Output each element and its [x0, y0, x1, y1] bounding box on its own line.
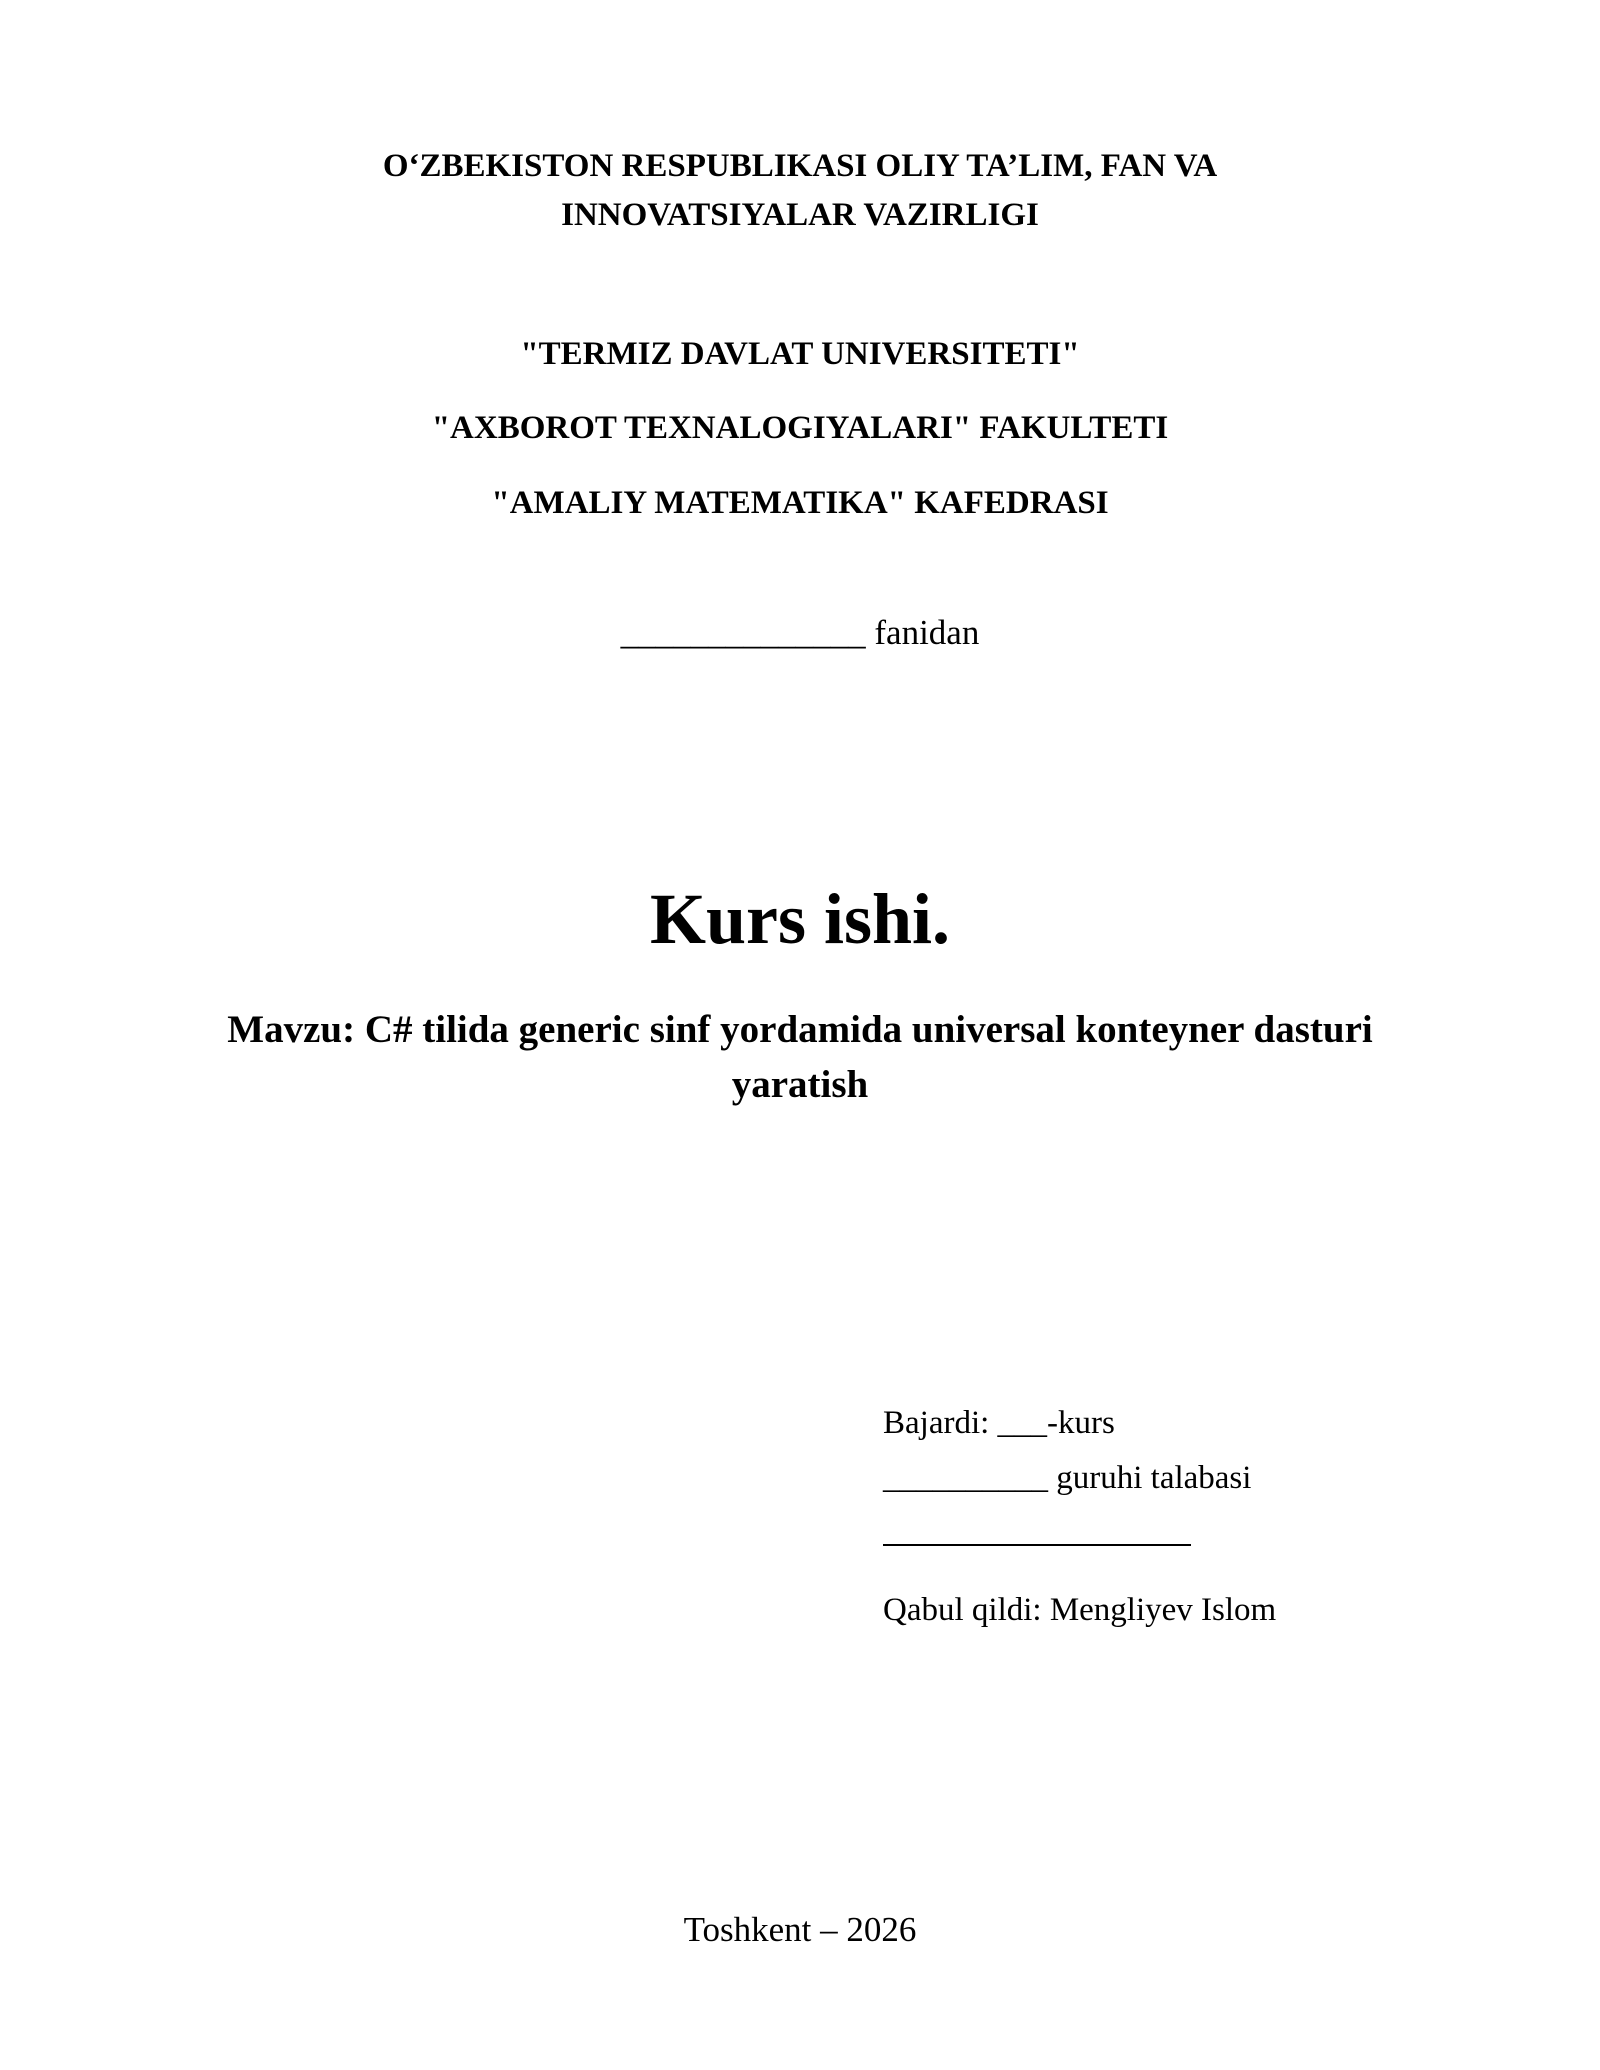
ministry-name-line1: O‘ZBEKISTON RESPUBLIKASI OLIY TA’LIM, FAN VA [382, 148, 1218, 184]
ministry-name-line2: INNOVATSIYALAR VAZIRLIGI [561, 197, 1039, 233]
performed-by-line: Bajardi: ___-kurs [883, 1405, 1115, 1441]
subject-line: ______________ fanidan [620, 613, 980, 652]
university-name: "TERMIZ DAVLAT UNIVERSITETI" [520, 336, 1080, 372]
accepted-by-line: Qabul qildi: Mengliyev Islom [883, 1592, 1277, 1628]
group-student-line: __________ guruhi talabasi [883, 1460, 1252, 1496]
work-title: Kurs ishi. [649, 879, 951, 959]
topic-line1: Mavzu: C# tilida generic sinf yordamida universal konteyner dasturi [227, 1008, 1373, 1051]
department-name: "AMALIY MATEMATIKA" KAFEDRASI [491, 485, 1109, 521]
student-name-blank-line [883, 1544, 1191, 1546]
topic-line2: yaratish [731, 1063, 869, 1106]
faculty-name: "AXBOROT TEXNALOGIYALARI" FAKULTETI [431, 410, 1169, 446]
city-year: Toshkent – 2026 [683, 1910, 917, 1949]
